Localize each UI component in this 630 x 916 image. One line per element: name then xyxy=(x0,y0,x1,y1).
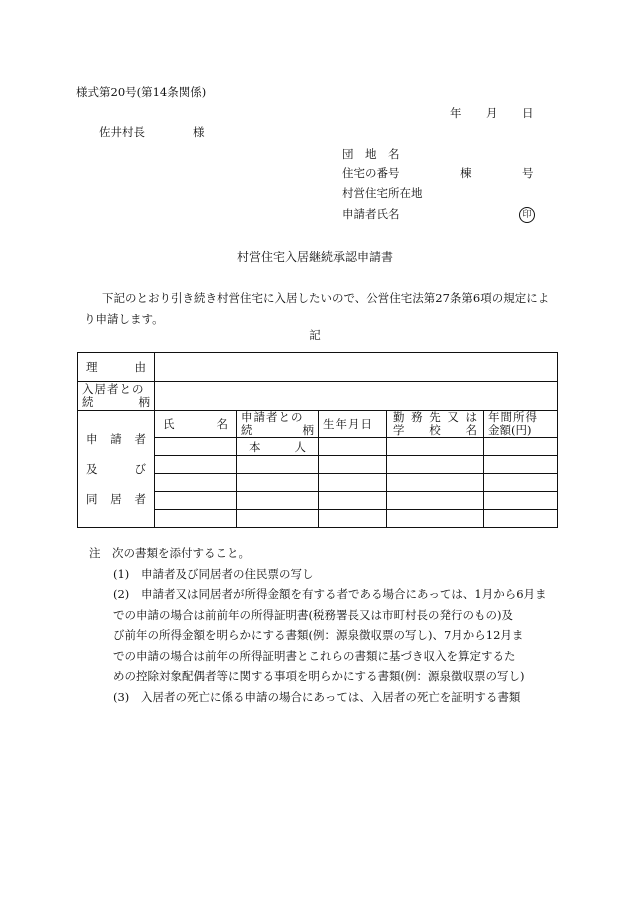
document-title: 村営住宅入居継続承認申請書 xyxy=(236,250,393,264)
intro-line-2: り申請します。 xyxy=(84,312,164,326)
birth-input[interactable] xyxy=(319,492,387,510)
intro-line-1: 下記のとおり引き続き村営住宅に入居したいので、公営住宅法第27条第6項の規定によ xyxy=(102,291,550,305)
relation-label-line-1: 入居者との xyxy=(82,382,145,396)
note-item-3: (3) 入居者の死亡に係る申請の場合にあっては、入居者の死亡を証明する書類 xyxy=(113,689,521,704)
income-input[interactable] xyxy=(484,438,558,456)
col-relation-line-1: 申請者との xyxy=(241,410,304,424)
col-header-income xyxy=(484,411,558,438)
side-label-1: 申 請 者 xyxy=(86,432,146,446)
note-item-1: (1) 申請者及び同居者の住民票の写し xyxy=(113,566,314,581)
col-income-line-1: 年間所得 xyxy=(488,410,538,424)
danchi-name-label: 団 地 名 xyxy=(342,147,400,161)
self-label-cell: 本 人 xyxy=(237,438,319,456)
birth-input[interactable] xyxy=(319,456,387,474)
application-table xyxy=(77,352,558,528)
birth-input[interactable] xyxy=(319,438,387,456)
note-item-2-line-4: での申請の場合は前年の所得証明書とこれらの書類に基づき収入を算定するた xyxy=(113,648,516,663)
date-month-label: 月 xyxy=(486,106,498,120)
relation-label-line-2: 続 柄 xyxy=(82,395,150,409)
seal-mark: 印 xyxy=(519,207,535,223)
reason-label-cell: 理 由 xyxy=(78,353,155,382)
name-input[interactable] xyxy=(155,492,237,510)
relation-input[interactable] xyxy=(237,510,319,528)
name-input[interactable] xyxy=(155,510,237,528)
house-number-label: 住宅の番号 xyxy=(342,166,400,180)
notes-heading: 注 次の書類を添付すること。 xyxy=(89,546,250,560)
note-item-2: (2) 申請者又は同居者が所得金額を有する者である場合にあっては、1月から6月ま xyxy=(113,587,547,601)
building-unit-label: 棟 xyxy=(460,166,472,180)
reason-input[interactable] xyxy=(155,353,558,382)
side-label-2: 及 び xyxy=(86,462,146,476)
addressee: 佐井村長 xyxy=(99,125,145,139)
form-number: 様式第20号(第14条関係) xyxy=(76,85,207,99)
notes xyxy=(89,543,559,707)
location-label: 村営住宅所在地 xyxy=(342,186,423,200)
name-input[interactable] xyxy=(155,474,237,492)
work-input[interactable] xyxy=(387,474,484,492)
date-year-label: 年 xyxy=(450,106,462,120)
note-item-2-line-5: めの控除対象配偶者等に関する事項を明らかにする書類(例：源泉徴収票の写し) xyxy=(113,669,525,683)
ki-label: 記 xyxy=(309,328,321,342)
work-input[interactable] xyxy=(387,438,484,456)
col-header-name: 氏 名 xyxy=(155,411,237,438)
work-input[interactable] xyxy=(387,456,484,474)
income-input[interactable] xyxy=(484,510,558,528)
col-header-work: 勤 務 先 又 は 学 校 名 xyxy=(387,411,484,438)
relation-input[interactable] xyxy=(155,382,558,411)
name-input[interactable] xyxy=(155,438,237,456)
relation-input[interactable] xyxy=(237,456,319,474)
work-input[interactable] xyxy=(387,510,484,528)
note-item-2-line-3: び前年の所得金額を明らかにする書類(例：源泉徴収票の写し)、7月から12月ま xyxy=(113,628,524,642)
col-income-line-2: 金額(円) xyxy=(488,423,532,437)
birth-input[interactable] xyxy=(319,474,387,492)
income-input[interactable] xyxy=(484,474,558,492)
col-header-birth: 生年月日 xyxy=(319,411,387,438)
date-day-label: 日 xyxy=(522,106,534,120)
relation-input[interactable] xyxy=(237,492,319,510)
addressee-suffix: 様 xyxy=(193,125,205,139)
applicant-name-label: 申請者氏名 xyxy=(342,207,400,221)
relation-label-cell xyxy=(78,382,155,411)
income-input[interactable] xyxy=(484,492,558,510)
intro-text xyxy=(84,288,564,330)
applicant-cohabitant-label-cell xyxy=(78,411,155,528)
number-unit-label: 号 xyxy=(522,166,534,180)
relation-input[interactable] xyxy=(237,474,319,492)
birth-input[interactable] xyxy=(319,510,387,528)
name-input[interactable] xyxy=(155,456,237,474)
col-header-relation: 申請者との 続 柄 xyxy=(237,411,319,438)
work-input[interactable] xyxy=(387,492,484,510)
income-input[interactable] xyxy=(484,456,558,474)
side-label-3: 同 居 者 xyxy=(86,492,146,506)
note-item-2-line-2: での申請の場合は前前年の所得証明書(税務署長又は市町村長の発行のもの)及 xyxy=(113,607,513,622)
